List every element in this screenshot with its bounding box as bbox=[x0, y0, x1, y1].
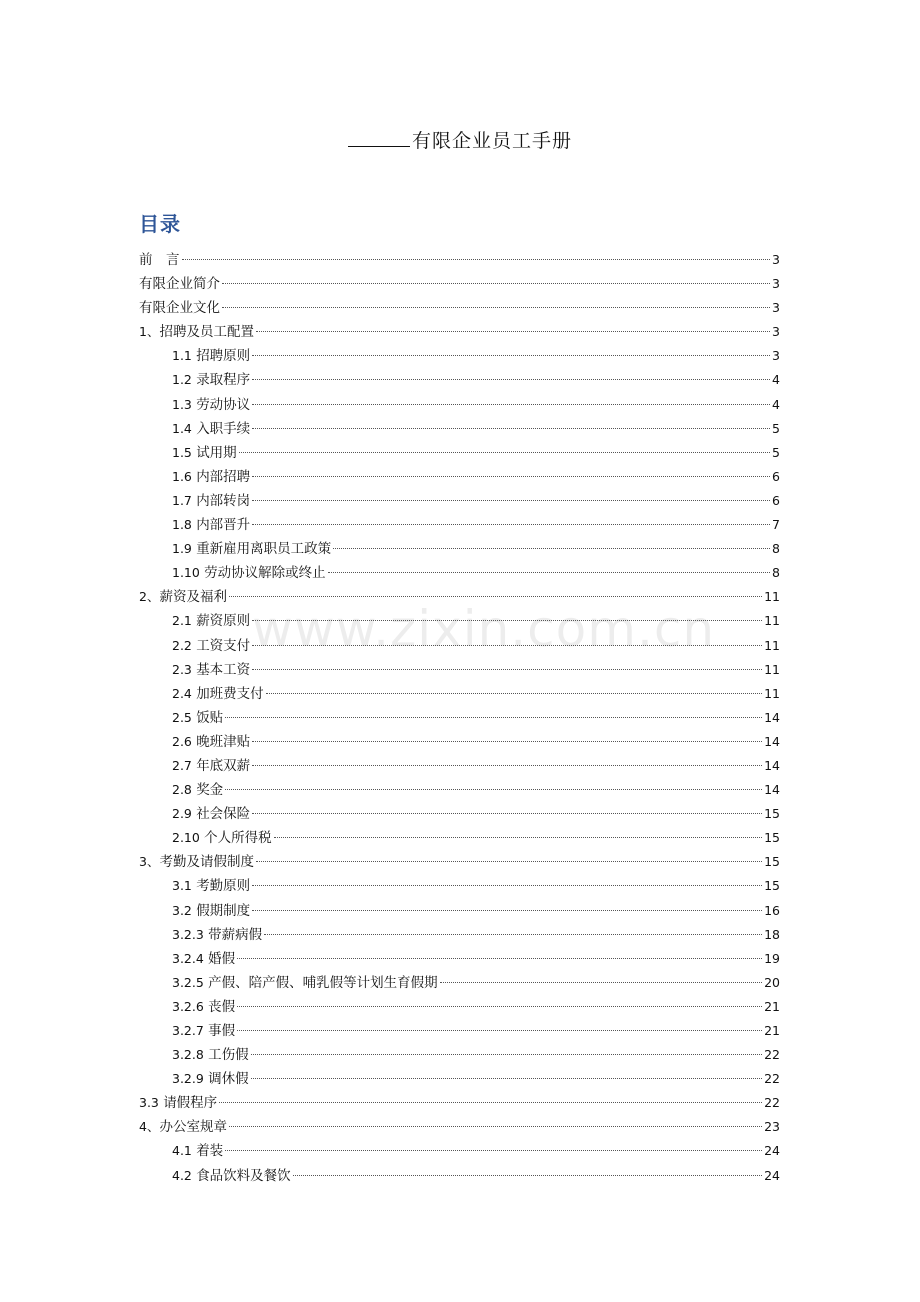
toc-entry-text: 重新雇用离职员工政策 bbox=[196, 541, 332, 558]
toc-entry[interactable] bbox=[139, 320, 780, 344]
toc-dot-leader bbox=[328, 572, 770, 573]
toc-page-number: 3 bbox=[772, 300, 780, 316]
toc-entry-number: 3.2.8 bbox=[172, 1047, 204, 1063]
toc-entry-label bbox=[172, 344, 250, 368]
toc-page-number: 11 bbox=[764, 685, 780, 701]
toc-entry-label bbox=[139, 850, 254, 874]
toc-entry[interactable] bbox=[139, 1019, 780, 1043]
toc-entry-number: 3、 bbox=[139, 854, 160, 870]
toc-dot-leader bbox=[252, 645, 762, 646]
toc-page-number: 23 bbox=[764, 1119, 780, 1135]
toc-dot-leader bbox=[225, 789, 762, 790]
toc-entry-number: 1.7 bbox=[172, 492, 192, 508]
toc-dot-leader bbox=[237, 1030, 762, 1031]
toc-entry-label bbox=[139, 585, 227, 609]
toc-entry-label bbox=[172, 537, 331, 561]
toc-dot-leader bbox=[237, 1006, 762, 1007]
toc-entry-text: 年底双薪 bbox=[196, 757, 251, 774]
toc-entry[interactable] bbox=[139, 344, 780, 368]
toc-entry-number: 1.9 bbox=[172, 541, 192, 557]
toc-entry[interactable] bbox=[139, 248, 780, 272]
toc-page-number: 15 bbox=[764, 878, 780, 894]
toc-entry-number: 3.2.3 bbox=[172, 926, 204, 942]
toc-entry-label bbox=[172, 513, 250, 537]
toc-entry[interactable] bbox=[139, 393, 780, 417]
toc-entry-text: 考勤及请假制度 bbox=[159, 854, 254, 871]
toc-entry[interactable] bbox=[139, 826, 780, 850]
toc-page-number: 14 bbox=[764, 757, 780, 773]
toc-entry-label bbox=[172, 899, 250, 923]
toc-entry-number: 3.2.9 bbox=[172, 1071, 204, 1087]
toc-dot-leader bbox=[252, 741, 762, 742]
toc-entry-text: 饭贴 bbox=[196, 709, 224, 726]
toc-entry-text: 晚班津贴 bbox=[196, 733, 251, 750]
toc-entry-number: 3.2.4 bbox=[172, 950, 204, 966]
toc-entry-number: 1.5 bbox=[172, 444, 192, 460]
toc-page-number: 18 bbox=[764, 926, 780, 942]
toc-dot-leader bbox=[252, 404, 770, 405]
toc-entry[interactable] bbox=[139, 585, 780, 609]
toc-dot-leader bbox=[182, 259, 771, 260]
toc-entry[interactable] bbox=[139, 513, 780, 537]
toc-entry-label bbox=[172, 658, 250, 682]
toc-entry-text: 假期制度 bbox=[196, 902, 251, 919]
toc-dot-leader bbox=[252, 910, 762, 911]
toc-entry[interactable] bbox=[139, 368, 780, 392]
toc-page-number: 24 bbox=[764, 1143, 780, 1159]
toc-entry-number: 3.2.5 bbox=[172, 974, 204, 990]
toc-entry-text: 入职手续 bbox=[196, 420, 251, 437]
toc-entry[interactable] bbox=[139, 658, 780, 682]
toc-entry[interactable] bbox=[139, 995, 780, 1019]
toc-entry-text: 婚假 bbox=[208, 950, 236, 967]
toc-entry-number: 1.10 bbox=[172, 565, 200, 581]
toc-entry-text: 内部招聘 bbox=[196, 468, 251, 485]
toc-dot-leader bbox=[266, 693, 762, 694]
toc-dot-leader bbox=[333, 548, 770, 549]
toc-entry-number: 2、 bbox=[139, 589, 160, 605]
toc-entry-text: 个人所得税 bbox=[204, 830, 272, 847]
toc-dot-leader bbox=[225, 717, 762, 718]
toc-entry[interactable] bbox=[139, 1115, 780, 1139]
toc-entry-label bbox=[172, 1164, 291, 1188]
toc-entry[interactable] bbox=[139, 850, 780, 874]
toc-dot-leader bbox=[274, 837, 762, 838]
toc-page-number: 14 bbox=[764, 709, 780, 725]
toc-entry[interactable] bbox=[139, 296, 780, 320]
toc-entry-label bbox=[172, 368, 250, 392]
toc-entry[interactable] bbox=[139, 682, 780, 706]
toc-dot-leader bbox=[264, 934, 762, 935]
toc-entry-text: 丧假 bbox=[208, 998, 236, 1015]
toc-entry-text: 着装 bbox=[196, 1143, 224, 1160]
toc-entry[interactable] bbox=[139, 730, 780, 754]
toc-entry-text: 调休假 bbox=[208, 1071, 249, 1088]
toc-entry-label bbox=[172, 561, 326, 585]
toc-entry-label bbox=[172, 706, 223, 730]
toc-page-number: 4 bbox=[772, 372, 780, 388]
toc-entry-text: 内部转岗 bbox=[196, 492, 251, 509]
toc-entry[interactable] bbox=[139, 971, 780, 995]
toc-page-number: 24 bbox=[764, 1167, 780, 1183]
toc-entry-text: 前 言 bbox=[139, 252, 180, 268]
toc-entry-label bbox=[139, 1091, 217, 1115]
toc-entry-label bbox=[139, 296, 220, 320]
toc-page-number: 7 bbox=[772, 517, 780, 533]
toc-entry-number: 3.3 bbox=[139, 1095, 159, 1111]
toc-page-number: 5 bbox=[772, 444, 780, 460]
toc-dot-leader bbox=[252, 355, 770, 356]
toc-page-number: 3 bbox=[772, 252, 780, 267]
toc-entry[interactable] bbox=[139, 874, 780, 898]
toc-entry-label bbox=[172, 393, 250, 417]
toc-entry-number: 2.5 bbox=[172, 709, 192, 725]
toc-entry[interactable] bbox=[139, 417, 780, 441]
toc-entry-text: 招聘原则 bbox=[196, 348, 251, 365]
toc-entry[interactable] bbox=[139, 1139, 780, 1163]
toc-entry-label bbox=[139, 1115, 227, 1139]
toc-entry-number: 3.2 bbox=[172, 902, 192, 918]
toc-entry-label bbox=[172, 441, 237, 465]
toc-entry-text: 试用期 bbox=[196, 444, 237, 461]
toc-entry-label bbox=[172, 1067, 249, 1091]
toc-entry-label bbox=[172, 465, 250, 489]
table-of-contents bbox=[139, 248, 780, 1188]
toc-entry-label bbox=[172, 609, 250, 633]
toc-entry-number: 4、 bbox=[139, 1119, 160, 1135]
toc-page-number: 22 bbox=[764, 1071, 780, 1087]
toc-entry-label bbox=[172, 754, 250, 778]
toc-entry-text: 有限企业文化 bbox=[139, 300, 220, 317]
toc-dot-leader bbox=[252, 500, 770, 501]
toc-page-number: 15 bbox=[764, 854, 780, 870]
toc-entry-number: 1.6 bbox=[172, 468, 192, 484]
toc-entry-number: 2.7 bbox=[172, 757, 192, 773]
toc-entry-number: 2.1 bbox=[172, 613, 192, 629]
toc-entry[interactable] bbox=[139, 1091, 780, 1115]
toc-dot-leader bbox=[239, 452, 770, 453]
toc-entry[interactable] bbox=[139, 609, 780, 633]
watermark: www.zixin.com.cn bbox=[252, 600, 716, 658]
toc-entry-text: 基本工资 bbox=[196, 661, 251, 678]
toc-page-number: 21 bbox=[764, 1023, 780, 1038]
toc-page-number: 8 bbox=[772, 565, 780, 581]
toc-dot-leader bbox=[252, 428, 770, 429]
toc-entry-text: 内部晋升 bbox=[196, 517, 251, 534]
toc-dot-leader bbox=[252, 524, 770, 525]
toc-entry-number: 1.3 bbox=[172, 396, 192, 412]
toc-dot-leader bbox=[293, 1175, 762, 1176]
toc-dot-leader bbox=[252, 379, 770, 380]
toc-dot-leader bbox=[229, 1126, 762, 1127]
toc-entry[interactable] bbox=[139, 754, 780, 778]
toc-page-number: 11 bbox=[764, 613, 780, 629]
toc-entry-label bbox=[139, 320, 254, 344]
toc-entry-text: 工伤假 bbox=[208, 1047, 249, 1064]
toc-entry-label bbox=[172, 874, 250, 898]
toc-entry[interactable] bbox=[139, 899, 780, 923]
toc-entry-text: 薪资及福利 bbox=[159, 589, 227, 606]
toc-entry-label bbox=[172, 802, 250, 826]
toc-entry-number: 2.9 bbox=[172, 806, 192, 822]
toc-entry-text: 考勤原则 bbox=[196, 878, 251, 895]
toc-page-number: 5 bbox=[772, 420, 780, 436]
toc-entry-number: 3.2.6 bbox=[172, 998, 204, 1014]
toc-entry[interactable] bbox=[139, 489, 780, 513]
toc-dot-leader bbox=[222, 283, 770, 284]
toc-page-number: 3 bbox=[772, 348, 780, 364]
toc-dot-leader bbox=[256, 331, 770, 332]
toc-dot-leader bbox=[256, 861, 762, 862]
toc-entry-text: 办公室规章 bbox=[159, 1119, 227, 1136]
toc-dot-leader bbox=[252, 620, 762, 621]
toc-page-number: 14 bbox=[764, 782, 780, 798]
toc-entry-number: 3.1 bbox=[172, 878, 192, 894]
toc-entry[interactable] bbox=[139, 802, 780, 826]
toc-page-number: 4 bbox=[772, 396, 780, 412]
toc-entry[interactable] bbox=[139, 923, 780, 947]
toc-dot-leader bbox=[252, 669, 762, 670]
toc-entry-label bbox=[172, 682, 264, 706]
toc-dot-leader bbox=[252, 885, 762, 886]
toc-dot-leader bbox=[251, 1054, 762, 1055]
toc-entry-text: 有限企业简介 bbox=[139, 276, 220, 293]
toc-page-number: 14 bbox=[764, 733, 780, 749]
title-blank-line bbox=[348, 132, 410, 147]
toc-entry-label bbox=[172, 778, 223, 802]
toc-dot-leader bbox=[229, 596, 762, 597]
toc-dot-leader bbox=[440, 982, 762, 983]
toc-entry-number: 2.3 bbox=[172, 661, 192, 677]
toc-entry[interactable] bbox=[139, 441, 780, 465]
toc-entry-text: 工资支付 bbox=[196, 637, 251, 654]
toc-entry-number: 1.8 bbox=[172, 517, 192, 533]
toc-page-number: 6 bbox=[772, 468, 780, 484]
toc-page-number: 20 bbox=[764, 974, 780, 990]
toc-entry[interactable] bbox=[139, 1043, 780, 1067]
toc-entry-text: 劳动协议解除或终止 bbox=[204, 565, 326, 582]
toc-entry-label bbox=[139, 272, 220, 296]
toc-entry-text: 加班费支付 bbox=[196, 685, 264, 702]
toc-entry-number: 1.4 bbox=[172, 420, 192, 436]
toc-dot-leader bbox=[251, 1078, 762, 1079]
toc-entry-text: 奖金 bbox=[196, 782, 224, 799]
toc-page-number: 11 bbox=[764, 589, 780, 605]
toc-page-number: 3 bbox=[772, 276, 780, 292]
toc-page-number: 6 bbox=[772, 492, 780, 508]
toc-entry[interactable] bbox=[139, 561, 780, 585]
document-title bbox=[0, 126, 920, 153]
toc-entry-label bbox=[172, 971, 438, 995]
toc-page-number: 15 bbox=[764, 830, 780, 846]
toc-entry-number: 3.2.7 bbox=[172, 1023, 204, 1038]
toc-entry-number: 1、 bbox=[139, 324, 160, 340]
toc-entry[interactable] bbox=[139, 272, 780, 296]
toc-entry-label bbox=[172, 730, 250, 754]
toc-entry[interactable] bbox=[139, 706, 780, 730]
toc-entry-text: 请假程序 bbox=[163, 1095, 218, 1112]
toc-entry-number: 2.10 bbox=[172, 830, 200, 846]
toc-page-number: 11 bbox=[764, 637, 780, 653]
toc-entry-number: 4.1 bbox=[172, 1143, 192, 1159]
toc-entry-text: 薪资原则 bbox=[196, 613, 251, 630]
toc-entry-label bbox=[172, 923, 262, 947]
toc-heading: 目录 bbox=[139, 212, 181, 236]
toc-entry-text: 劳动协议 bbox=[196, 396, 251, 413]
toc-entry-label bbox=[172, 634, 250, 658]
toc-entry[interactable] bbox=[139, 1164, 780, 1188]
toc-entry[interactable] bbox=[139, 1067, 780, 1091]
toc-dot-leader bbox=[219, 1102, 762, 1103]
toc-entry-number: 4.2 bbox=[172, 1167, 192, 1183]
toc-entry-label bbox=[139, 248, 180, 272]
toc-page-number: 8 bbox=[772, 541, 780, 557]
toc-entry[interactable] bbox=[139, 947, 780, 971]
toc-page-number: 16 bbox=[764, 902, 780, 918]
toc-entry-label bbox=[172, 947, 235, 971]
toc-page-number: 22 bbox=[764, 1047, 780, 1063]
toc-entry[interactable] bbox=[139, 634, 780, 658]
toc-entry-number: 2.8 bbox=[172, 782, 192, 798]
toc-entry[interactable] bbox=[139, 537, 780, 561]
toc-entry-text: 事假 bbox=[208, 1023, 236, 1039]
toc-entry-text: 食品饮料及餐饮 bbox=[196, 1167, 291, 1184]
toc-entry-label bbox=[172, 489, 250, 513]
toc-entry-text: 产假、陪产假、哺乳假等计划生育假期 bbox=[208, 974, 438, 991]
toc-entry-label bbox=[172, 995, 235, 1019]
toc-entry-label bbox=[172, 1043, 249, 1067]
toc-dot-leader bbox=[252, 765, 762, 766]
toc-dot-leader bbox=[252, 476, 770, 477]
toc-entry-text: 社会保险 bbox=[196, 806, 251, 823]
toc-page-number: 19 bbox=[764, 950, 780, 966]
toc-entry-number: 1.1 bbox=[172, 348, 192, 364]
toc-page-number: 22 bbox=[764, 1095, 780, 1111]
toc-page-number: 15 bbox=[764, 806, 780, 822]
toc-entry-number: 2.6 bbox=[172, 733, 192, 749]
toc-page-number: 11 bbox=[764, 661, 780, 677]
toc-entry-number: 2.2 bbox=[172, 637, 192, 653]
toc-entry[interactable] bbox=[139, 465, 780, 489]
toc-entry-text: 带薪病假 bbox=[208, 926, 263, 943]
toc-entry-label bbox=[172, 417, 250, 441]
toc-page-number: 3 bbox=[772, 324, 780, 340]
toc-entry-label bbox=[172, 1139, 223, 1163]
toc-entry-text: 招聘及员工配置 bbox=[159, 324, 254, 341]
toc-entry-label bbox=[172, 1019, 235, 1043]
toc-page-number: 21 bbox=[764, 998, 780, 1014]
document-title-text: 有限企业员工手册 bbox=[411, 130, 572, 152]
toc-dot-leader bbox=[225, 1150, 762, 1151]
toc-entry-text: 录取程序 bbox=[196, 372, 251, 389]
toc-dot-leader bbox=[222, 307, 770, 308]
toc-dot-leader bbox=[237, 958, 762, 959]
toc-entry-label bbox=[172, 826, 272, 850]
toc-dot-leader bbox=[252, 813, 762, 814]
toc-entry[interactable] bbox=[139, 778, 780, 802]
toc-entry-number: 2.4 bbox=[172, 685, 192, 701]
toc-entry-number: 1.2 bbox=[172, 372, 192, 388]
